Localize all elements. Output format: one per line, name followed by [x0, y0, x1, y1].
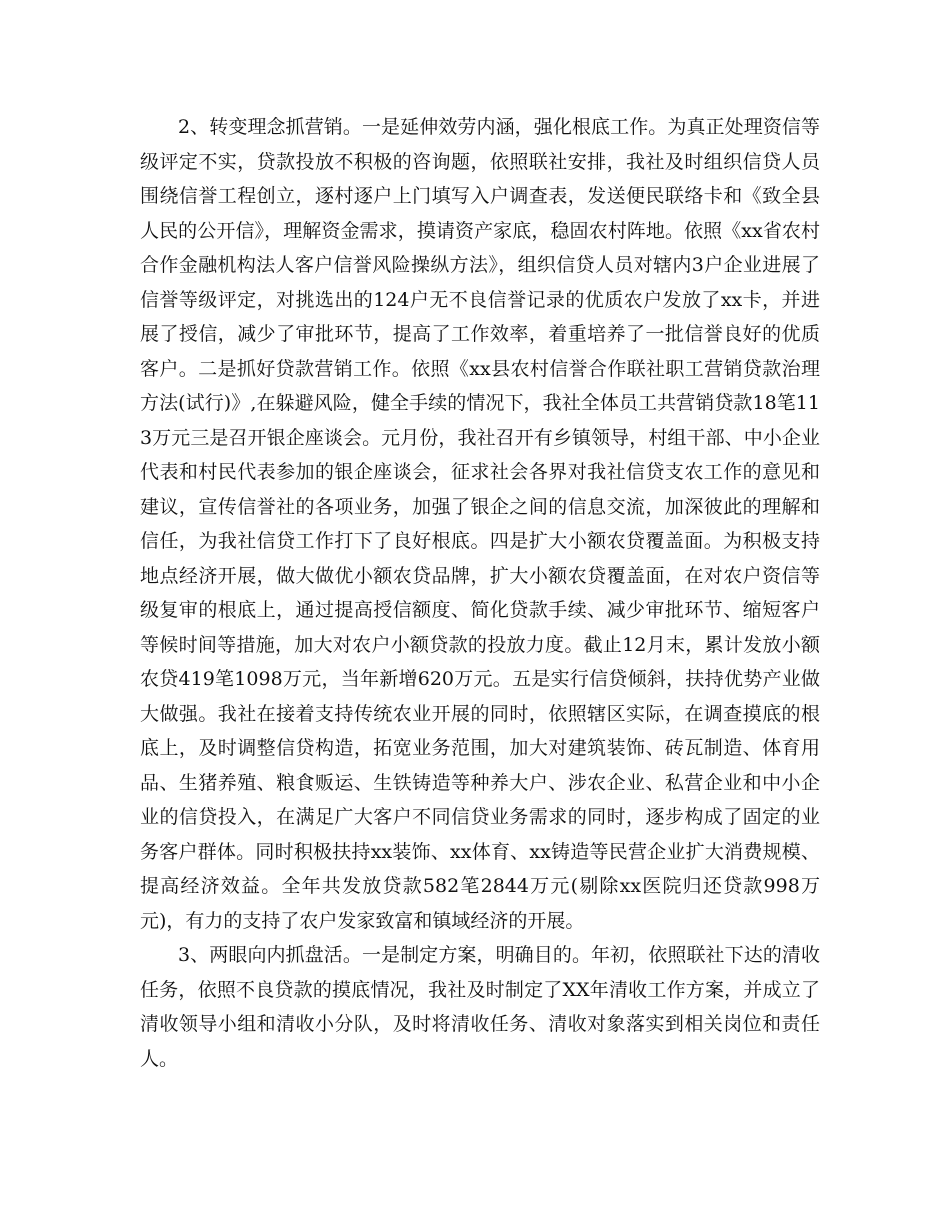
paragraph-marketing: 2、转变理念抓营销。一是延伸效劳内涵，强化根底工作。为真正处理资信等级评定不实，贷款投放不积极的咨询题，依照联社安排，我社及时组织信贷人员围绕信誉工程创立，逐村逐户上门填写入户调查表，发送便民联络卡和《致全县人民的公开信》，理解资金需求，摸请资产家底，稳固农村阵地。依照《xx省农村合作金融机构法人客户信誉风险操纵方法》，组织信贷人员对辖内3户企业进展了信誉等级评定，对挑选出的124户无不良信誉记录的优质农户发放了xx卡，并进展了授信，减少了审批环节，提高了工作效率，着重培养了一批信誉良好的优质客户。二是抓好贷款营销工作。依照《xx县农村信誉合作联社职工营销贷款治理方法(试行)》,在躲避风险，健全手续的情况下，我社全体员工共营销贷款18笔113万元三是召开银企座谈会。元月份，我社召开有乡镇领导，村组干部、中小企业代表和村民代表参加的银企座谈会，征求社会各界对我社信贷支农工作的意见和建议，宣传信誉社的各项业务，加强了银企之间的信息交流，加深彼此的理解和信任，为我社信贷工作打下了良好根底。四是扩大小额农贷覆盖面。为积极支持地点经济开展，做大做优小额农贷品牌，扩大小额农贷覆盖面，在对农户资信等级复审的根底上，通过提高授信额度、简化贷款手续、减少审批环节、缩短客户等候时间等措施，加大对农户小额贷款的投放力度。截止12月末，累计发放小额农贷419笔1098万元，当年新增620万元。五是实行信贷倾斜，扶持优势产业做大做强。我社在接着支持传统农业开展的同时，依照辖区实际，在调查摸底的根底上，及时调整信贷构造，拓宽业务范围，加大对建筑装饰、砖瓦制造、体育用品、生猪养殖、粮食贩运、生铁铸造等种养大户、涉农企业、私营企业和中小企业的信贷投入，在满足广大客户不同信贷业务需求的同时，逐步构成了固定的业务客户群体。同时积极扶持xx装饰、xx体育、xx铸造等民营企业扩大消费规模、提高经济效益。全年共发放贷款582笔2844万元(剔除xx医院归还贷款998万元)，有力的支持了农户发家致富和镇域经济的开展。: [140, 116, 820, 932]
document-body: [140, 110, 820, 1076]
paragraph-recovery: 3、两眼向内抓盘活。一是制定方案，明确目的。年初，依照联社下达的清收任务，依照不良贷款的摸底情况，我社及时制定了XX年清收工作方案，并成立了清收领导小组和清收小分队，及时将清收任务、清收对象落实到相关岗位和责任人。: [140, 944, 820, 1070]
